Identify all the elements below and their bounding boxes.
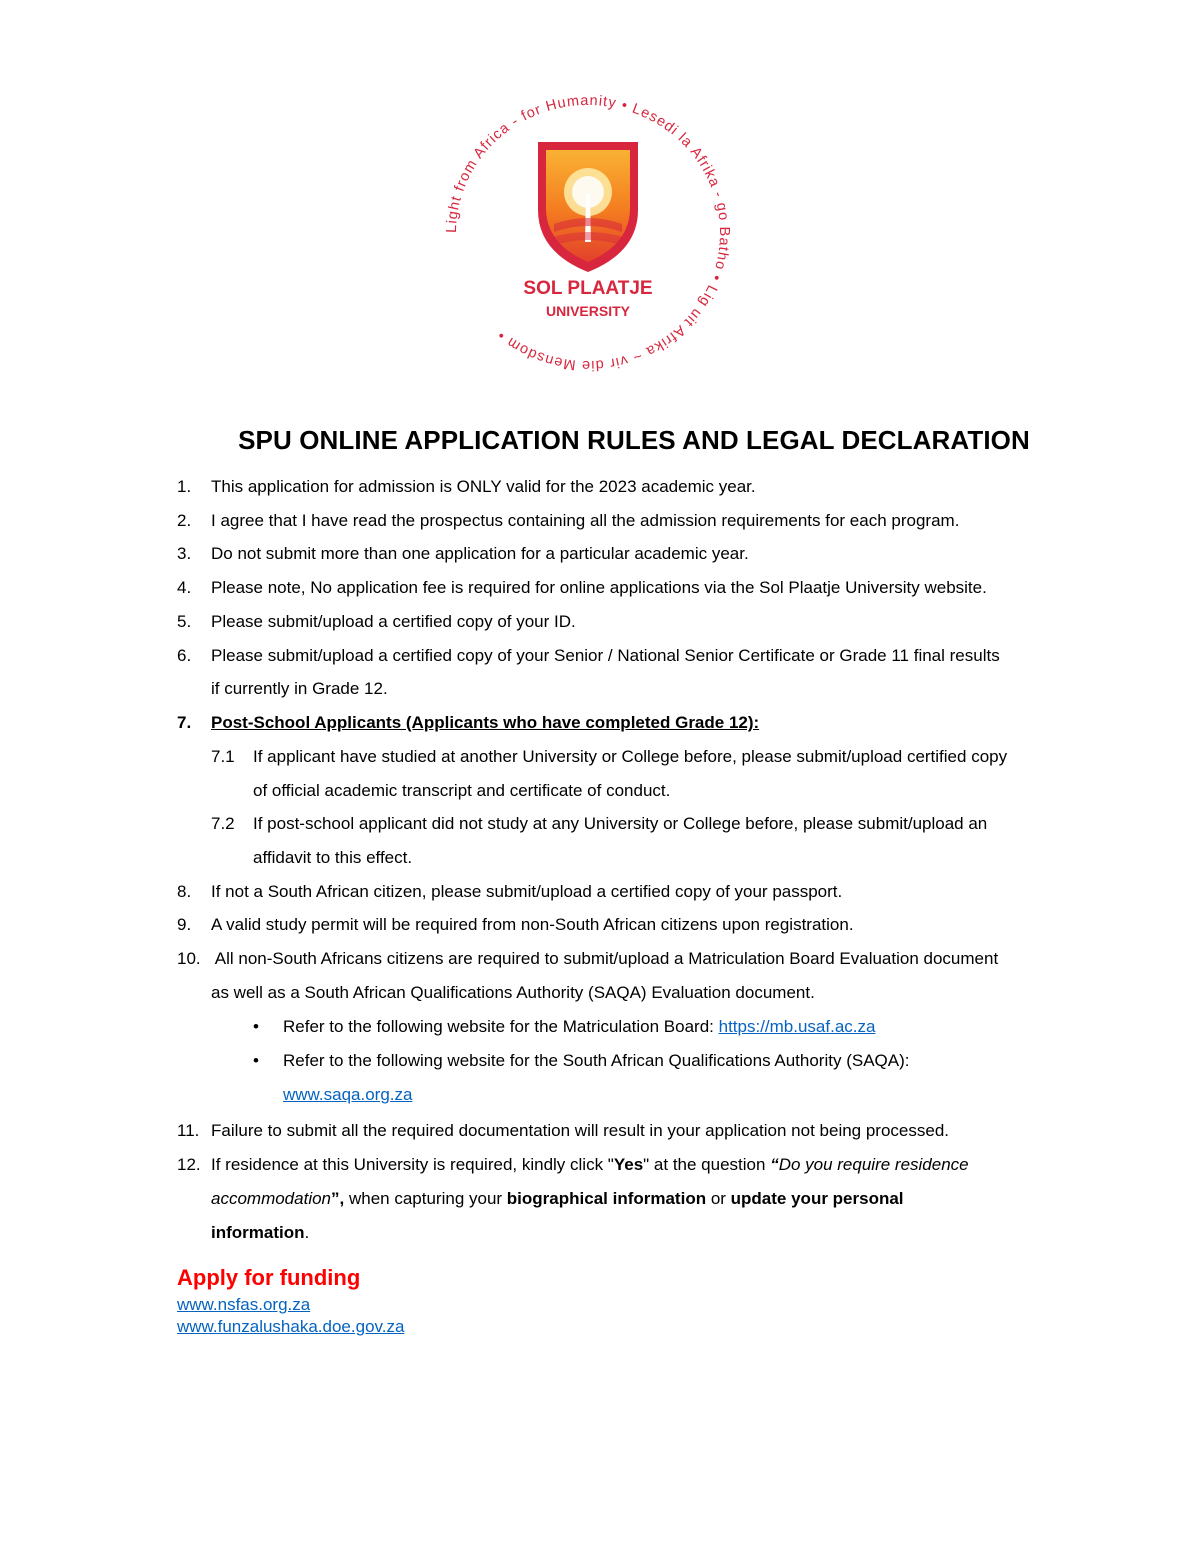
text-fragment: " at the question [643, 1155, 771, 1174]
page-title: SPU ONLINE APPLICATION RULES AND LEGAL DECLARATION [238, 425, 1030, 455]
quote-mark: ”, [331, 1189, 345, 1208]
matriculation-board-link[interactable]: https://mb.usaf.ac.za [718, 1017, 876, 1036]
rule-number: 2. [177, 511, 192, 530]
funding-heading: Apply for funding [177, 1265, 361, 1290]
rule-number: 1. [177, 477, 192, 496]
university-logo [440, 92, 736, 374]
logo-name-line2: UNIVERSITY [545, 303, 631, 319]
biographical-information-emphasis: biographical information [506, 1189, 707, 1208]
bullet-text [283, 1016, 875, 1038]
subrule-text-continued: affidavit to this effect. [253, 848, 413, 867]
bullet-marker: • [253, 1017, 259, 1036]
rule-number: 10. [177, 949, 201, 968]
rule-heading-post-school: Post-School Applicants (Applicants who have completed Grade 12): [211, 713, 760, 732]
subrule-text-continued: of official academic transcript and certificate of conduct. [253, 781, 671, 800]
subrule-number: 7.1 [211, 747, 235, 766]
rule-number: 5. [177, 612, 192, 631]
text-fragment: when capturing your [344, 1189, 507, 1208]
text-fragment: . [304, 1223, 310, 1242]
rule-text-residence [211, 1154, 969, 1176]
rule-number: 4. [177, 578, 192, 597]
rule-number: 3. [177, 544, 192, 563]
subrule-text: If applicant have studied at another University or College before, please submit/upload certified copy [253, 747, 1008, 766]
shield-emblem [538, 142, 638, 272]
nsfas-link[interactable]: www.nsfas.org.za [177, 1295, 311, 1314]
subrule-number: 7.2 [211, 814, 235, 833]
update-info-emphasis: update your personal [730, 1189, 904, 1208]
text-fragment: or [706, 1189, 731, 1208]
rule-number: 9. [177, 915, 192, 934]
rule-text: A valid study permit will be required from non-South African citizens upon registration. [211, 915, 854, 934]
logo-ring-text: Light from Africa - for Humanity • Lesedi la Afrika - go Batho • Lig uit Afrika ~ vir die Mensdom • [443, 92, 733, 374]
rule-number: 8. [177, 882, 192, 901]
text-fragment: If residence at this University is required, kindly click " [211, 1155, 614, 1174]
update-info-emphasis-continued: information [211, 1223, 305, 1242]
quote-mark: “ [770, 1155, 779, 1174]
saqa-link[interactable]: www.saqa.org.za [283, 1085, 413, 1104]
rule-text: Do not submit more than one application for a particular academic year. [211, 544, 749, 563]
residence-question-continued: accommodation [211, 1189, 332, 1208]
rule-text: Please note, No application fee is required for online applications via the Sol Plaatje University website. [211, 578, 987, 597]
rule-text-continued: as well as a South African Qualifications Authority (SAQA) Evaluation document. [211, 983, 815, 1002]
rule-number: 7. [177, 713, 192, 732]
rule-text: Please submit/upload a certified copy of your Senior / National Senior Certificate or Grade 11 final results [211, 646, 1000, 665]
rule-text: If not a South African citizen, please submit/upload a certified copy of your passport. [211, 882, 843, 901]
bullet-marker: • [253, 1051, 259, 1070]
rule-number: 12. [177, 1155, 201, 1174]
rule-text-continued [211, 1222, 309, 1244]
logo-name-line1: SOL PLAATJE [523, 278, 653, 299]
yes-emphasis: Yes [613, 1155, 644, 1174]
rule-text-continued: if currently in Grade 12. [211, 679, 388, 698]
rule-text: All non-South Africans citizens are required to submit/upload a Matriculation Board Evaluation document [211, 949, 999, 968]
subrule-text: If post-school applicant did not study at any University or College before, please submit/upload an [253, 814, 988, 833]
funzalushaka-link[interactable]: www.funzalushaka.doe.gov.za [177, 1317, 405, 1336]
bullet-label: Refer to the following website for the Matriculation Board: [283, 1017, 719, 1036]
rule-text: Please submit/upload a certified copy of your ID. [211, 612, 576, 631]
rule-text: I agree that I have read the prospectus containing all the admission requirements for each program. [211, 511, 960, 530]
rule-text: This application for admission is ONLY valid for the 2023 academic year. [211, 477, 756, 496]
rule-number: 11. [177, 1121, 200, 1140]
residence-question: Do you require residence [778, 1155, 969, 1174]
rule-text-continued [211, 1188, 904, 1210]
bullet-text: Refer to the following website for the South African Qualifications Authority (SAQA): [283, 1051, 910, 1070]
rule-number: 6. [177, 646, 192, 665]
rule-text: Failure to submit all the required documentation will result in your application not being processed. [211, 1121, 950, 1140]
